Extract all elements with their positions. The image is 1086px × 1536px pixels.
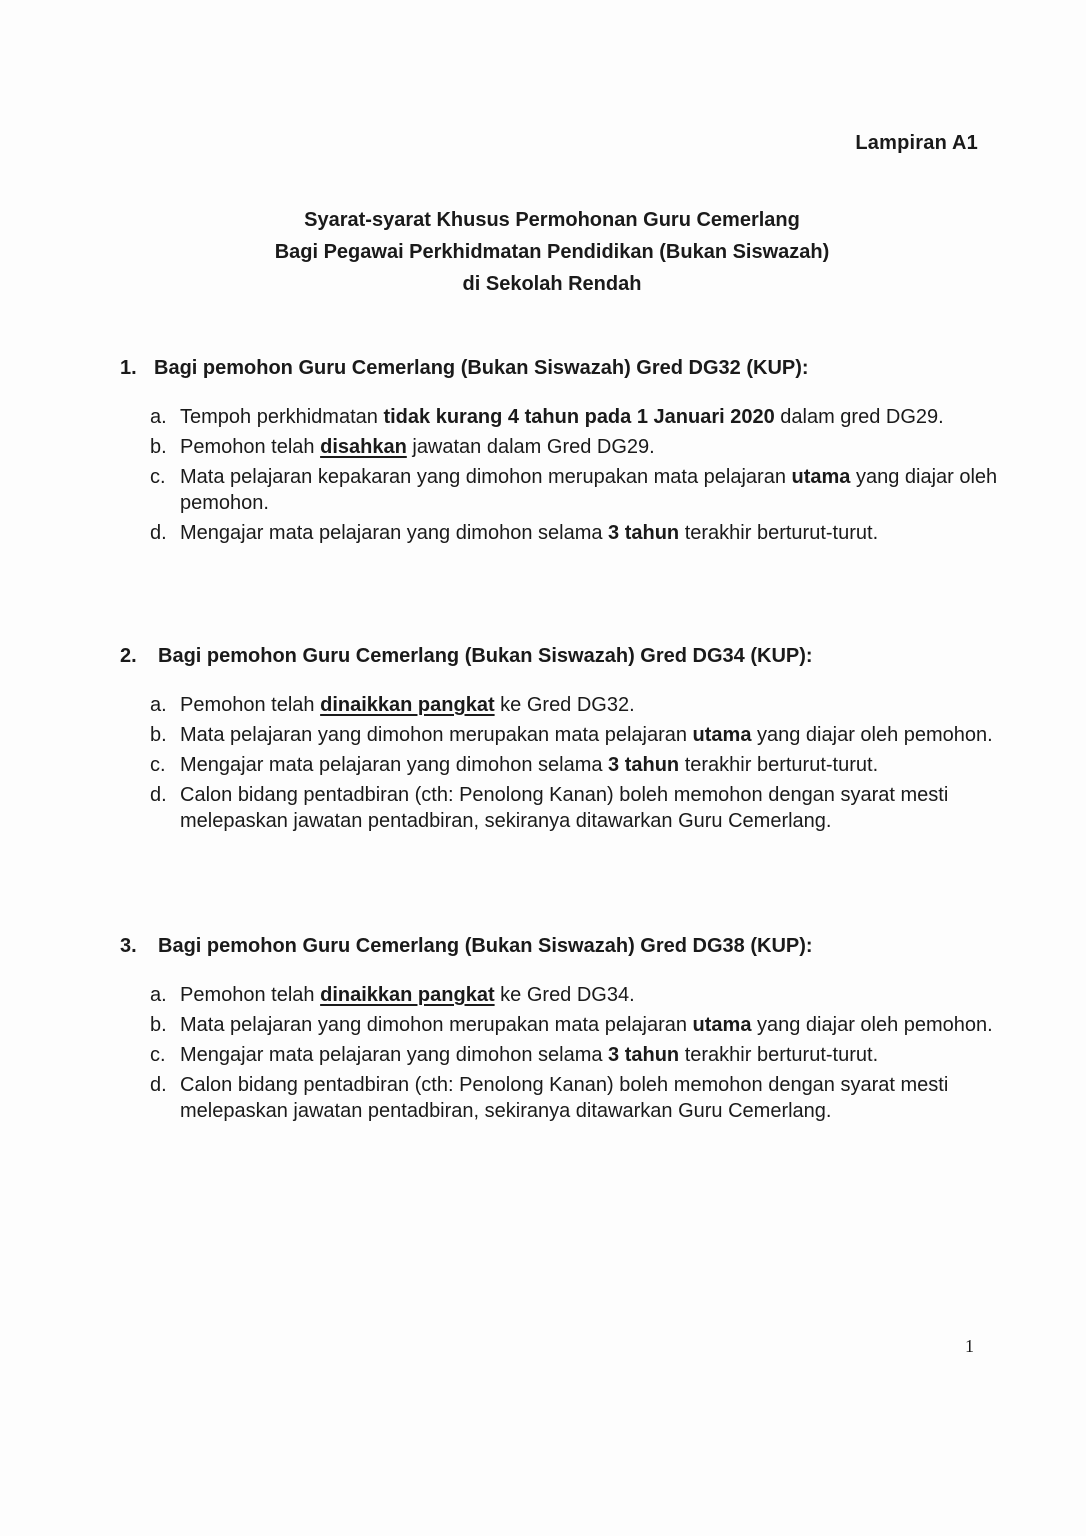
section-heading xyxy=(120,642,1000,670)
item-letter: a. xyxy=(150,406,167,428)
item-letter: c. xyxy=(150,754,166,776)
section-heading xyxy=(120,932,1000,960)
section-heading xyxy=(120,354,1000,382)
item-text: Pemohon telah disahkan jawatan dalam Gred DG29. xyxy=(180,436,655,458)
list-item xyxy=(150,692,1000,718)
item-text: Mengajar mata pelajaran yang dimohon selama 3 tahun terakhir berturut-turut. xyxy=(180,1044,879,1066)
list-item xyxy=(150,520,1000,546)
document-title xyxy=(0,204,1086,300)
emphasis: utama xyxy=(791,466,851,488)
list-item xyxy=(150,782,1000,834)
item-letter: a. xyxy=(150,984,167,1006)
item-letter: c. xyxy=(150,1044,166,1066)
item-text: Pemohon telah dinaikkan pangkat ke Gred DG32. xyxy=(180,694,635,716)
section-heading-text: Bagi pemohon Guru Cemerlang (Bukan Siswazah) Gred DG38 (KUP): xyxy=(158,935,813,957)
section-heading-text: Bagi pemohon Guru Cemerlang (Bukan Siswazah) Gred DG32 (KUP): xyxy=(154,357,809,379)
list-item xyxy=(150,404,1000,430)
requirement-list xyxy=(120,982,1000,1124)
item-text: Calon bidang pentadbiran (cth: Penolong Kanan) boleh memohon dengan syarat mesti melepaskan jawatan pentadbiran, sekiranya ditawarkan Guru Cemerlang. xyxy=(180,784,949,832)
item-letter: b. xyxy=(150,436,167,458)
requirement-list xyxy=(120,404,1000,546)
list-item xyxy=(150,434,1000,460)
emphasis: utama xyxy=(692,1014,752,1036)
list-item xyxy=(150,1072,1000,1124)
emphasis: 3 tahun xyxy=(608,754,680,776)
item-letter: c. xyxy=(150,466,166,488)
item-letter: d. xyxy=(150,1074,167,1096)
section-heading-text: Bagi pemohon Guru Cemerlang (Bukan Siswazah) Gred DG34 (KUP): xyxy=(158,645,813,667)
section-dg34 xyxy=(120,642,1000,838)
item-letter: d. xyxy=(150,784,167,806)
section-number: 1. xyxy=(120,357,137,379)
list-item xyxy=(150,982,1000,1008)
item-text: Mata pelajaran yang dimohon merupakan mata pelajaran utama yang diajar oleh pemohon. xyxy=(180,1014,993,1036)
list-item xyxy=(150,722,1000,748)
requirement-list xyxy=(120,692,1000,834)
item-text: Mata pelajaran yang dimohon merupakan mata pelajaran utama yang diajar oleh pemohon. xyxy=(180,724,993,746)
emphasis: tidak kurang 4 tahun pada 1 Januari 2020 xyxy=(383,406,775,428)
title-line-1: Syarat-syarat Khusus Permohonan Guru Cemerlang xyxy=(304,209,800,231)
emphasis: 3 tahun xyxy=(608,522,680,544)
list-item xyxy=(150,752,1000,778)
item-letter: b. xyxy=(150,1014,167,1036)
item-text: Tempoh perkhidmatan tidak kurang 4 tahun pada 1 Januari 2020 dalam gred DG29. xyxy=(180,406,944,428)
item-letter: d. xyxy=(150,522,167,544)
list-item xyxy=(150,1042,1000,1068)
title-line-3: di Sekolah Rendah xyxy=(462,273,642,295)
section-dg38 xyxy=(120,932,1000,1128)
item-letter: a. xyxy=(150,694,167,716)
section-dg32 xyxy=(120,354,1000,550)
item-text: Mata pelajaran kepakaran yang dimohon merupakan mata pelajaran utama yang diajar oleh pemohon. xyxy=(180,466,998,514)
item-text: Pemohon telah dinaikkan pangkat ke Gred DG34. xyxy=(180,984,635,1006)
attachment-label: Lampiran A1 xyxy=(855,132,978,154)
emphasis-underlined: dinaikkan pangkat xyxy=(320,984,495,1006)
item-text: Mengajar mata pelajaran yang dimohon selama 3 tahun terakhir berturut-turut. xyxy=(180,754,879,776)
section-number: 2. xyxy=(120,645,137,667)
item-text: Mengajar mata pelajaran yang dimohon selama 3 tahun terakhir berturut-turut. xyxy=(180,522,879,544)
emphasis: 3 tahun xyxy=(608,1044,680,1066)
title-line-2: Bagi Pegawai Perkhidmatan Pendidikan (Bukan Siswazah) xyxy=(274,241,830,263)
page-number: 1 xyxy=(965,1336,974,1356)
list-item xyxy=(150,464,1000,516)
item-letter: b. xyxy=(150,724,167,746)
item-text: Calon bidang pentadbiran (cth: Penolong Kanan) boleh memohon dengan syarat mesti melepaskan jawatan pentadbiran, sekiranya ditawarkan Guru Cemerlang. xyxy=(180,1074,949,1122)
emphasis-underlined: disahkan xyxy=(320,436,407,458)
section-number: 3. xyxy=(120,935,137,957)
emphasis: utama xyxy=(692,724,752,746)
list-item xyxy=(150,1012,1000,1038)
emphasis-underlined: dinaikkan pangkat xyxy=(320,694,495,716)
